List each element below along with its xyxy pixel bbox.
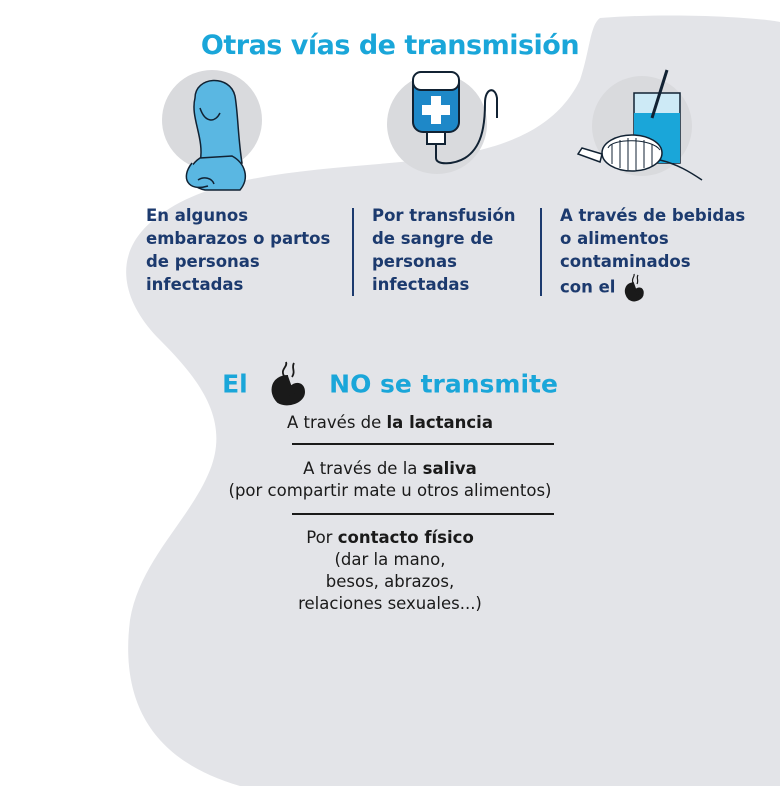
trypanosoma-icon — [264, 360, 312, 408]
not-transmitted-item-contact: Por contacto físico (dar la mano, besos, abrazos, relaciones sexuales...) — [298, 528, 482, 613]
iv-bag-icon — [385, 68, 505, 182]
col-transfusion-text: Por transfusión de sangre de personas infectadas — [372, 206, 516, 294]
not-transmitted-item-saliva: A través de la saliva (por compartir mate u otros alimentos) — [228, 459, 552, 500]
col-congenital-text: En algunos embarazos o partos de personas infectadas — [146, 206, 331, 294]
col-oral-text: A través de bebidas o alimentos contaminados con el — [560, 204, 770, 303]
page-title: Otras vías de transmisión — [200, 30, 580, 61]
divider-left — [352, 208, 354, 296]
trypanosoma-icon — [621, 273, 647, 303]
separator-1 — [292, 443, 554, 445]
not-transmitted-title: El NO se transmite — [0, 360, 780, 408]
divider-right — [540, 208, 542, 296]
not-transmitted-item-lactation: A través de la lactancia — [287, 413, 493, 432]
pregnant-woman-icon — [160, 68, 270, 202]
armadillo-drink-icon — [572, 68, 712, 192]
separator-2 — [292, 513, 554, 515]
